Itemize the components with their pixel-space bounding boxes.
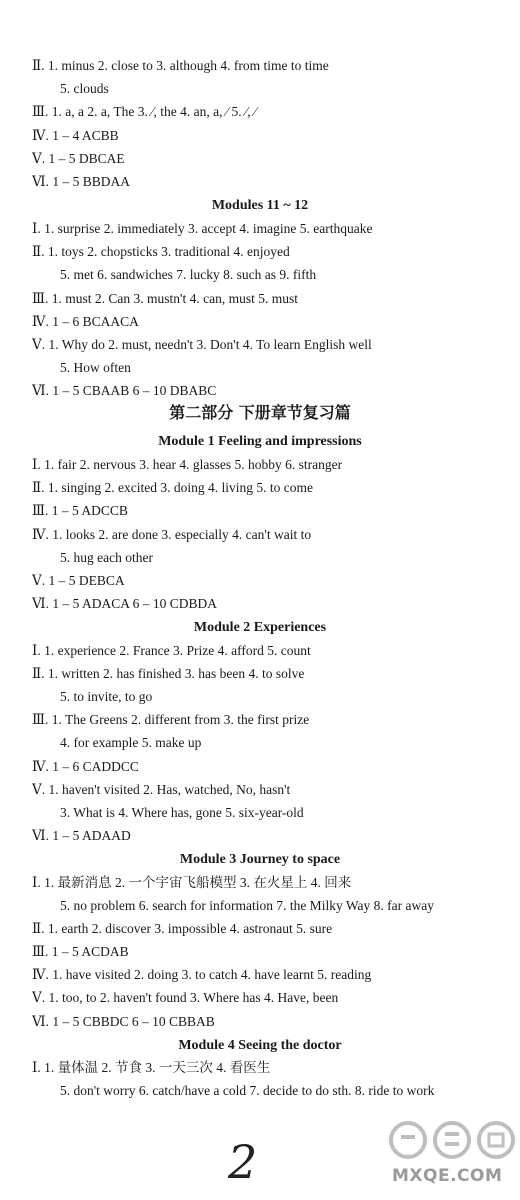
answer-line: Ⅲ. 1. The Greens 2. different from 3. the first prize	[32, 712, 310, 727]
answer-line: 3. What is 4. Where has, gone 5. six-year-old	[60, 805, 304, 820]
answer-line: Ⅳ. 1. looks 2. are done 3. especially 4. can't wait to	[32, 527, 312, 542]
section-heading: Modules 11 ~ 12	[211, 198, 309, 213]
answer-line: Ⅳ. 1 – 4 ACBB	[32, 128, 119, 143]
answer-line: Ⅵ. 1 – 5 CBBDC 6 – 10 CBBAB	[32, 1014, 215, 1029]
answer-line: Ⅲ. 1. a, a 2. a, The 3. ⁄, the 4. an, a, ⁄ 5. ⁄, ⁄	[32, 104, 257, 119]
answer-line: Ⅱ. 1. minus 2. close to 3. although 4. from time to time	[32, 58, 329, 73]
answer-line: Ⅱ. 1. toys 2. chopsticks 3. traditional 4. enjoyed	[32, 244, 290, 259]
section-heading: Module 3 Journey to space	[179, 852, 341, 867]
answer-line: Ⅴ. 1. too, to 2. haven't found 3. Where has 4. Have, been	[32, 990, 339, 1005]
answer-line: Ⅵ. 1 – 5 ADAAD	[32, 828, 131, 843]
part-heading: 第二部分 下册章节复习篇	[169, 403, 351, 422]
answer-line: Ⅲ. 1 – 5 ACDAB	[32, 944, 129, 959]
answer-line: 4. for example 5. make up	[60, 735, 202, 750]
answer-line: Ⅲ. 1 – 5 ADCCB	[32, 503, 128, 518]
answer-line: Ⅳ. 1 – 6 BCAACA	[32, 314, 139, 329]
answer-line: Ⅲ. 1. must 2. Can 3. mustn't 4. can, must 5. must	[32, 291, 298, 306]
answer-line: 5. clouds	[60, 81, 109, 96]
answer-line: Ⅴ. 1. haven't visited 2. Has, watched, No, hasn't	[32, 782, 291, 797]
answer-line: Ⅰ. 1. surprise 2. immediately 3. accept 4. imagine 5. earthquake	[32, 221, 373, 236]
answer-line: 5. How often	[60, 360, 131, 375]
answer-line: Ⅳ. 1 – 6 CADDCC	[32, 759, 139, 774]
watermark-site: MXQE.COM	[392, 1166, 503, 1186]
answer-line: Ⅰ. 1. experience 2. France 3. Prize 4. afford 5. count	[32, 643, 311, 658]
section-heading: Module 2 Experiences	[193, 620, 327, 635]
answer-line: 5. to invite, to go	[60, 689, 153, 704]
answer-line: Ⅳ. 1. have visited 2. doing 3. to catch 4. have learnt 5. reading	[32, 967, 372, 982]
answer-line: 5. met 6. sandwiches 7. lucky 8. such as 9. fifth	[60, 267, 317, 282]
section-heading: Module 4 Seeing the doctor	[178, 1038, 342, 1053]
section-heading: Module 1 Feeling and impressions	[158, 434, 362, 449]
answer-line: Ⅱ. 1. written 2. has finished 3. has been 4. to solve	[32, 666, 305, 681]
answer-line: Ⅰ. 1. fair 2. nervous 3. hear 4. glasses 5. hobby 6. stranger	[32, 457, 343, 472]
answer-line: Ⅵ. 1 – 5 BBDAA	[32, 174, 130, 189]
answer-line: Ⅴ. 1 – 5 DBCAE	[32, 151, 125, 166]
answer-line: Ⅴ. 1 – 5 DEBCA	[32, 573, 125, 588]
page-number: 2	[228, 1135, 258, 1189]
answer-line: Ⅵ. 1 – 5 CBAAB 6 – 10 DBABC	[32, 383, 217, 398]
answer-line: Ⅱ. 1. earth 2. discover 3. impossible 4. astronaut 5. sure	[32, 921, 333, 936]
watermark-logo	[388, 1118, 516, 1162]
answer-line: 5. no problem 6. search for information 7. the Milky Way 8. far away	[60, 898, 434, 913]
answer-line: Ⅰ. 1. 最新消息 2. 一个宇宙飞船模型 3. 在火星上 4. 回来	[32, 875, 352, 890]
answer-line: 5. hug each other	[60, 550, 153, 565]
answer-line: 5. don't worry 6. catch/have a cold 7. decide to do sth. 8. ride to work	[60, 1083, 435, 1098]
answer-line: Ⅴ. 1. Why do 2. must, needn't 3. Don't 4. To learn English well	[32, 337, 372, 352]
answer-line: Ⅵ. 1 – 5 ADACA 6 – 10 CDBDA	[32, 596, 217, 611]
answer-line: Ⅱ. 1. singing 2. excited 3. doing 4. living 5. to come	[32, 480, 314, 495]
answer-line: Ⅰ. 1. 量体温 2. 节食 3. 一天三次 4. 看医生	[32, 1060, 271, 1075]
